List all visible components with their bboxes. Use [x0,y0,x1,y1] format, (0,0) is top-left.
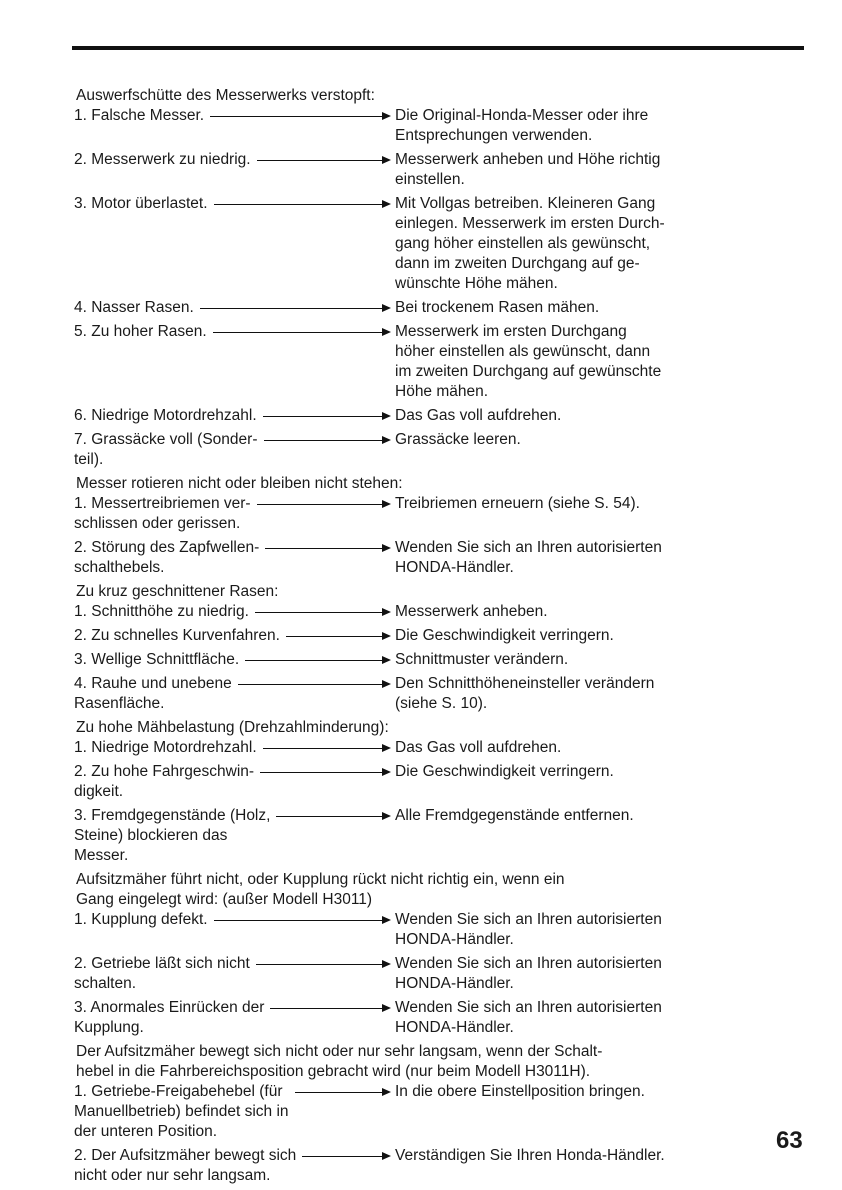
cause-text: 4. Rauhe und unebene Rasenfläche. [74,675,232,712]
cause-cell [72,538,395,578]
remedy-text: Das Gas voll aufdrehen. [395,739,562,756]
arrow-right-icon [260,762,391,782]
cause-text: 3. Wellige Schnittfläche. [74,651,240,668]
problem-solution-row [72,762,752,802]
problem-solution-row [72,106,752,146]
cause-cell [72,674,395,714]
problem-solution-row [72,1146,752,1186]
cause-cell [72,738,395,758]
cause-text: 1. Messertreibriemen ver- schlissen oder gerissen. [74,495,251,532]
cause-text: 2. Störung des Zapfwellen- schalthebels. [74,539,260,576]
arrow-right-icon [257,150,391,170]
cause-cell [72,406,395,426]
section-heading: Messer rotieren nicht oder bleiben nicht stehen: [76,475,403,492]
section [72,582,752,718]
cause-text: 3. Fremdgegenstände (Holz, Steine) blockieren das Messer. [74,807,271,864]
remedy-text: Wenden Sie sich an Ihren autorisierten HONDA-Händler. [395,539,662,576]
cause-cell [72,1082,395,1142]
section [72,870,752,1042]
cause-cell [72,194,395,214]
cause-text: 2. Messerwerk zu niedrig. [74,151,251,168]
remedy-text: Messerwerk anheben. [395,603,548,620]
arrow-right-icon [302,1146,391,1166]
problem-solution-row [72,806,752,866]
cause-text: 4. Nasser Rasen. [74,299,194,316]
cause-text: 3. Motor überlastet. [74,195,208,212]
arrow-right-icon [264,430,392,450]
remedy-text: Messerwerk im ersten Durchgang höher einstellen als gewünscht, dann im zweiten Durchgang auf gewünschte Höhe mähen. [395,323,662,400]
cause-cell [72,1146,395,1186]
problem-solution-row [72,194,752,294]
arrow-right-icon [263,738,391,758]
section-heading: Zu hohe Mähbelastung (Drehzahlminderung): [76,719,389,736]
arrow-right-icon [245,650,391,670]
remedy-text: Grassäcke leeren. [395,431,521,448]
cause-text: 1. Schnitthöhe zu niedrig. [74,603,249,620]
cause-cell [72,806,395,866]
cause-text: 2. Zu schnelles Kurvenfahren. [74,627,280,644]
arrow-right-icon [210,106,391,126]
remedy-text: Bei trockenem Rasen mähen. [395,299,600,316]
section-heading: Zu kruz geschnittener Rasen: [76,583,279,600]
section [72,1042,752,1190]
problem-solution-row [72,602,752,622]
cause-text: 1. Niedrige Motordrehzahl. [74,739,257,756]
problem-solution-row [72,954,752,994]
problem-solution-row [72,998,752,1038]
page-number: 63 [776,1127,803,1154]
cause-cell [72,910,395,930]
section-heading: Der Aufsitzmäher bewegt sich nicht oder nur sehr langsam, wenn der Schalt- hebel in die Fahrbereichsposition gebracht wird (nur beim Modell H3011H). [76,1043,603,1080]
arrow-right-icon [265,538,391,558]
remedy-text: Wenden Sie sich an Ihren autorisierten HONDA-Händler. [395,955,662,992]
cause-cell [72,626,395,646]
cause-text: 2. Getriebe läßt sich nicht schalten. [74,955,250,992]
remedy-text: In die obere Einstellposition bringen. [395,1083,645,1100]
top-rule [72,46,804,50]
problem-solution-row [72,650,752,670]
remedy-text: Schnittmuster verändern. [395,651,569,668]
problem-solution-row [72,494,752,534]
cause-cell [72,298,395,318]
row-gap [72,1186,752,1190]
cause-cell [72,650,395,670]
remedy-text: Den Schnitthöheneinsteller verändern (siehe S. 10). [395,675,655,712]
remedy-text: Messerwerk anheben und Höhe richtig einstellen. [395,151,661,188]
remedy-text: Die Geschwindigkeit verringern. [395,763,614,780]
cause-text: 6. Niedrige Motordrehzahl. [74,407,257,424]
problem-solution-row [72,674,752,714]
remedy-text: Wenden Sie sich an Ihren autorisierten HONDA-Händler. [395,999,662,1036]
troubleshooting-list [72,86,752,1190]
arrow-right-icon [286,626,391,646]
cause-cell [72,602,395,622]
cause-cell [72,106,395,126]
problem-solution-row [72,738,752,758]
cause-cell [72,954,395,994]
cause-cell [72,322,395,342]
arrow-right-icon [263,406,391,426]
problem-solution-row [72,298,752,318]
cause-cell [72,998,395,1038]
remedy-text: Alle Fremdgegenstände entfernen. [395,807,634,824]
cause-text: 5. Zu hoher Rasen. [74,323,207,340]
arrow-right-icon [213,322,391,342]
arrow-right-icon [214,910,391,930]
problem-solution-row [72,322,752,402]
remedy-text: Die Geschwindigkeit verringern. [395,627,614,644]
problem-solution-row [72,626,752,646]
remedy-text: Mit Vollgas betreiben. Kleineren Gang einlegen. Messerwerk im ersten Durch- gang höher einstellen als gewünscht, dann im zweiten Durchgang auf ge- wünschte Höhe mähen. [395,195,665,292]
remedy-text: Verständigen Sie Ihren Honda-Händler. [395,1147,665,1164]
cause-cell [72,150,395,170]
arrow-right-icon [200,298,391,318]
cause-text: 1. Falsche Messer. [74,107,205,124]
section [72,474,752,582]
arrow-right-icon [295,1082,391,1102]
cause-text: 1. Getriebe-Freigabehebel (für Manuellbetrieb) befindet sich in der unteren Position. [74,1083,289,1140]
remedy-text: Die Original-Honda-Messer oder ihre Entsprechungen verwenden. [395,107,649,144]
remedy-text: Wenden Sie sich an Ihren autorisierten HONDA-Händler. [395,911,662,948]
cause-cell [72,430,395,470]
cause-cell [72,494,395,534]
cause-cell [72,762,395,802]
problem-solution-row [72,1082,752,1142]
arrow-right-icon [276,806,391,826]
arrow-right-icon [214,194,391,214]
cause-text: 1. Kupplung defekt. [74,911,208,928]
cause-text: 3. Anormales Einrücken der Kupplung. [74,999,265,1036]
arrow-right-icon [270,998,391,1018]
problem-solution-row [72,406,752,426]
problem-solution-row [72,150,752,190]
cause-text: 7. Grassäcke voll (Sonder- teil). [74,431,258,468]
section-heading: Aufsitzmäher führt nicht, oder Kupplung rückt nicht richtig ein, wenn ein Gang eingelegt wird: (außer Modell H3011) [76,871,565,908]
section [72,86,752,474]
arrow-right-icon [255,602,391,622]
remedy-text: Das Gas voll aufdrehen. [395,407,562,424]
section-heading: Auswerfschütte des Messerwerks verstopft: [76,87,375,104]
remedy-text: Treibriemen erneuern (siehe S. 54). [395,495,640,512]
cause-text: 2. Der Aufsitzmäher bewegt sich nicht oder nur sehr langsam. [74,1147,297,1184]
problem-solution-row [72,538,752,578]
cause-text: 2. Zu hohe Fahrgeschwin- digkeit. [74,763,255,800]
problem-solution-row [72,430,752,470]
arrow-right-icon [257,494,391,514]
arrow-right-icon [256,954,391,974]
problem-solution-row [72,910,752,950]
section [72,718,752,870]
arrow-right-icon [238,674,391,694]
